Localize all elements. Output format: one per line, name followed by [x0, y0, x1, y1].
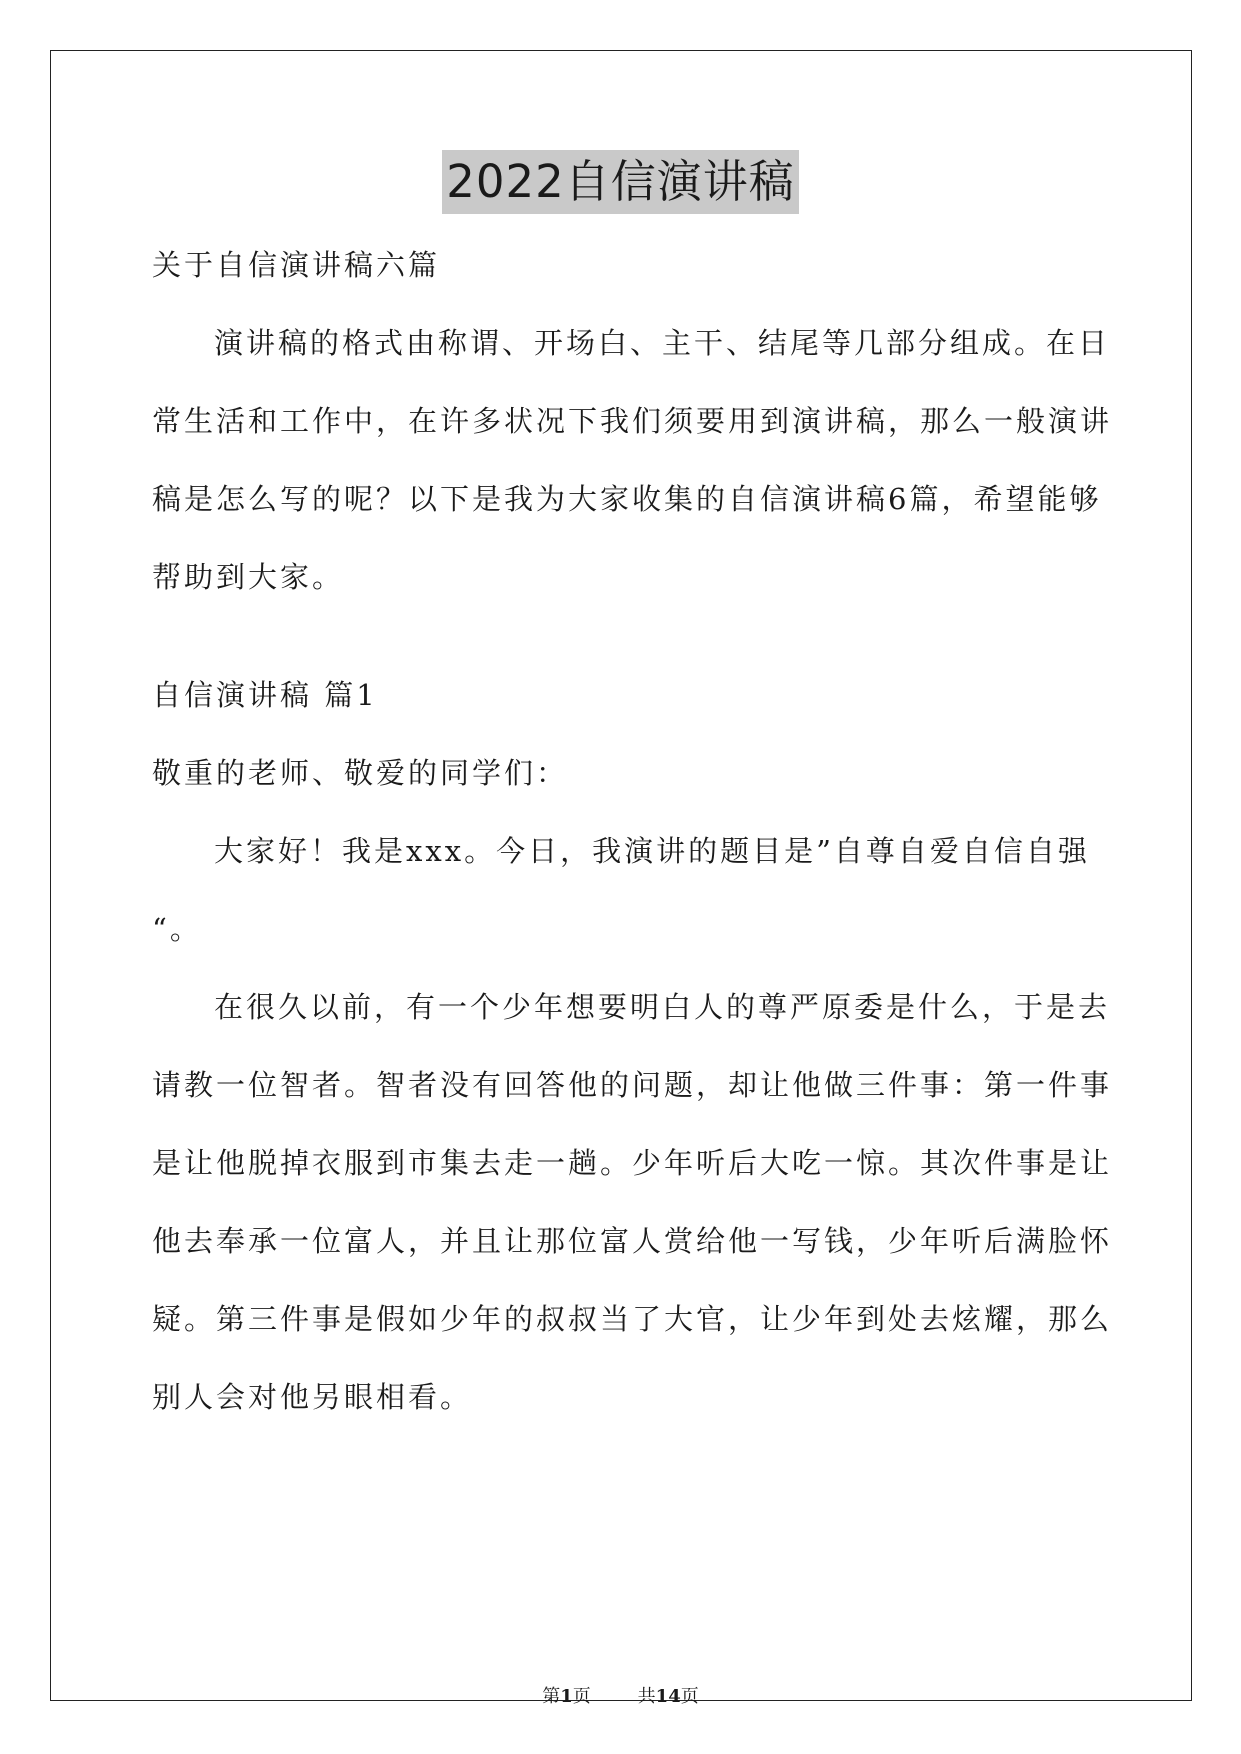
paragraph-line: 是让他脱掉衣服到市集去走一趟。少年听后大吃一惊。其次件事是让 — [152, 1146, 1113, 1180]
paragraph-line: 他去奉承一位富人，并且让那位富人赏给他一写钱，少年听后满脸怀 — [152, 1224, 1113, 1258]
paragraph-line: “。 — [152, 912, 202, 946]
subtitle-line: 关于自信演讲稿六篇 — [152, 248, 441, 282]
title-container — [0, 150, 1241, 214]
paragraph-line: 稿是怎么写的呢？以下是我为大家收集的自信演讲稿6篇，希望能够 — [152, 482, 1102, 516]
total-prefix: 共 — [637, 1686, 656, 1707]
document-body — [152, 245, 1113, 1455]
paragraph-line: 帮助到大家。 — [152, 560, 345, 594]
section-heading: 自信演讲稿 篇1 — [152, 678, 378, 712]
paragraph-line: 别人会对他另眼相看。 — [152, 1380, 473, 1414]
paragraph-line: 请教一位智者。智者没有回答他的问题，却让他做三件事：第一件事 — [152, 1068, 1113, 1102]
salutation-line: 敬重的老师、敬爱的同学们： — [152, 756, 569, 790]
paragraph-line: 在很久以前，有一个少年想要明白人的尊严原委是什么，于是去 — [214, 990, 1111, 1024]
paragraph-line: 疑。第三件事是假如少年的叔叔当了大官，让少年到处去炫耀，那么 — [152, 1302, 1113, 1336]
total-pages: 14 — [655, 1686, 681, 1707]
page-label-suffix: 页 — [572, 1686, 591, 1707]
document-title: 2022自信演讲稿 — [442, 150, 799, 214]
page-footer — [0, 1682, 1241, 1708]
total-suffix: 页 — [680, 1686, 699, 1707]
paragraph-line: 演讲稿的格式由称谓、开场白、主干、结尾等几部分组成。在日 — [214, 326, 1111, 360]
paragraph-line: 常生活和工作中，在许多状况下我们须要用到演讲稿，那么一般演讲 — [152, 404, 1113, 438]
paragraph-line: 大家好！我是xxx。今日，我演讲的题目是”自尊自爱自信自强 — [214, 834, 1090, 868]
page-label-prefix: 第 — [542, 1686, 561, 1707]
page-number: 1 — [560, 1686, 573, 1707]
